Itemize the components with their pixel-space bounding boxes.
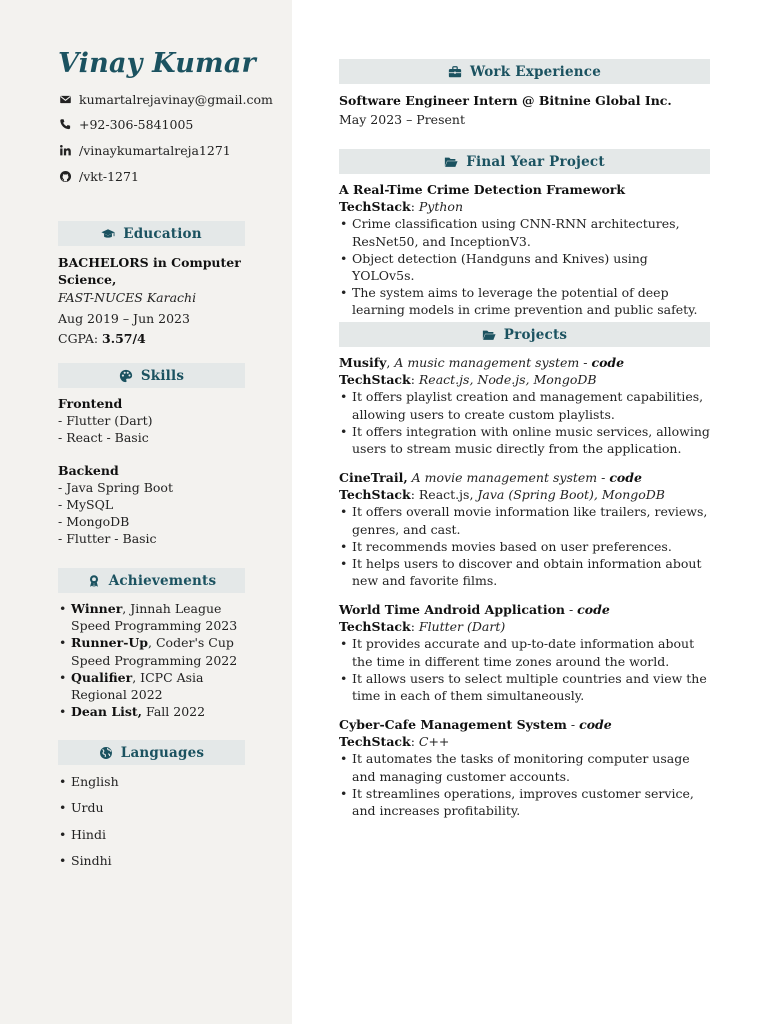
folder-open-icon [482, 328, 496, 342]
project-bullet: • It helps users to discover and obtain information about new and favorite films. [339, 555, 714, 589]
project-techstack: TechStack: Flutter (Dart) [339, 619, 506, 635]
project-code-link[interactable]: code [609, 470, 642, 485]
phone-icon [58, 118, 72, 132]
backend-skill: - MySQL [58, 497, 114, 513]
project-techstack: TechStack: React.js, Java (Spring Boot), MongoDB [339, 487, 665, 503]
project-bullet: • It recommends movies based on user preferences. [339, 538, 714, 555]
language-item: • Sindhi [58, 852, 258, 878]
fyp-bullet: • Object detection (Handguns and Knives) using YOLOv5s. [339, 250, 714, 284]
project-bullet: • It streamlines operations, improves customer service, and increases profitability. [339, 785, 714, 819]
work-role: Software Engineer Intern @ Bitnine Global Inc. [339, 93, 672, 108]
linkedin-text: /vinaykumartalreja1271 [79, 143, 231, 158]
skills-heading: Skills [58, 363, 245, 388]
candidate-name: Vinay Kumar [58, 48, 256, 79]
fyp-block [339, 181, 714, 319]
backend-skill: - MongoDB [58, 514, 130, 530]
github-text: /vkt-1271 [79, 169, 139, 184]
project-bullet: • It offers playlist creation and management capabilities, allowing users to create custom playlists. [339, 388, 714, 422]
globe-icon [99, 746, 113, 760]
cgpa: CGPA: 3.57/4 [58, 330, 146, 346]
project-bullet: • It automates the tasks of monitoring computer usage and managing customer accounts. [339, 750, 714, 784]
project-techstack: TechStack: C++ [339, 734, 450, 750]
achievement-item: • Dean List, Fall 2022 [58, 703, 258, 720]
project-code-link[interactable]: code [577, 602, 610, 617]
envelope-icon [58, 93, 72, 107]
phone-text: +92-306-5841005 [79, 117, 194, 132]
achievement-item: • Winner, Jinnah League Speed Programming 2023 [58, 600, 258, 634]
project-bullet: • It allows users to select multiple countries and view the time in each of them simultaneously. [339, 670, 714, 704]
project-techstack: TechStack: React.js, Node.js, MongoDB [339, 372, 597, 388]
award-icon [87, 574, 101, 588]
contact-github[interactable] [58, 169, 288, 184]
project-item [339, 469, 714, 589]
final-year-project-heading: Final Year Project [339, 149, 710, 174]
languages-block [58, 773, 258, 878]
achievement-item: • Qualifier, ICPC Asia Regional 2022 [58, 669, 258, 703]
project-title: Cyber-Cafe Management System - code [339, 717, 612, 732]
projects-heading: Projects [339, 322, 710, 347]
contact-phone[interactable] [58, 117, 288, 132]
project-item [339, 601, 714, 704]
language-item: • Hindi [58, 826, 258, 852]
frontend-title: Frontend [58, 396, 123, 411]
project-bullet: • It offers integration with online music services, allowing users to stream music directly from the application. [339, 423, 714, 457]
education-dates: Aug 2019 – Jun 2023 [58, 310, 190, 326]
work-dates: May 2023 – Present [339, 112, 465, 128]
project-item [339, 716, 714, 819]
fyp-name: A Real-Time Crime Detection Framework [339, 182, 626, 197]
languages-heading: Languages [58, 740, 245, 765]
contact-email[interactable] [58, 92, 288, 107]
education-block [58, 254, 258, 347]
school: FAST-NUCES Karachi [58, 290, 197, 306]
backend-title: Backend [58, 462, 119, 478]
work-experience-heading: Work Experience [339, 59, 710, 84]
project-code-link[interactable]: code [579, 717, 612, 732]
degree: BACHELORS in Computer Science, [58, 255, 241, 288]
project-title: World Time Android Application - code [339, 602, 610, 617]
backend-skill: - Flutter - Basic [58, 531, 157, 547]
language-item: • English [58, 773, 258, 799]
contact-linkedin[interactable] [58, 143, 288, 158]
achievement-item: • Runner-Up, Coder's Cup Speed Programming 2022 [58, 634, 258, 668]
briefcase-icon [448, 65, 462, 79]
frontend-skill: - Flutter (Dart) [58, 413, 153, 429]
github-icon [58, 170, 72, 184]
fyp-techstack: TechStack: Python [339, 199, 464, 215]
work-block [339, 92, 710, 128]
email-text: kumartalrejavinay@gmail.com [79, 92, 273, 107]
skills-block [58, 395, 258, 548]
palette-icon [119, 369, 133, 383]
achievements-heading: Achievements [58, 568, 245, 593]
project-bullet: • It provides accurate and up-to-date information about the time in different time zones around the world. [339, 635, 714, 669]
project-bullet: • It offers overall movie information like trailers, reviews, genres, and cast. [339, 503, 714, 537]
project-title: CineTrail, A movie management system - code [339, 470, 642, 485]
linkedin-icon [58, 144, 72, 158]
project-title: Musify, A music management system - code [339, 355, 625, 370]
achievements-block [58, 600, 258, 720]
project-code-link[interactable]: code [591, 355, 625, 370]
fyp-bullet: • Crime classification using CNN-RNN architectures, ResNet50, and InceptionV3. [339, 215, 714, 249]
frontend-skill: - React - Basic [58, 430, 149, 446]
graduation-cap-icon [101, 227, 115, 241]
project-item [339, 354, 714, 457]
fyp-bullet: • The system aims to leverage the potential of deep learning models in crime prevention and public safety. [339, 284, 714, 318]
backend-skill: - Java Spring Boot [58, 479, 173, 495]
education-heading: Education [58, 221, 245, 246]
language-item: • Urdu [58, 799, 258, 825]
folder-open-icon [444, 155, 458, 169]
